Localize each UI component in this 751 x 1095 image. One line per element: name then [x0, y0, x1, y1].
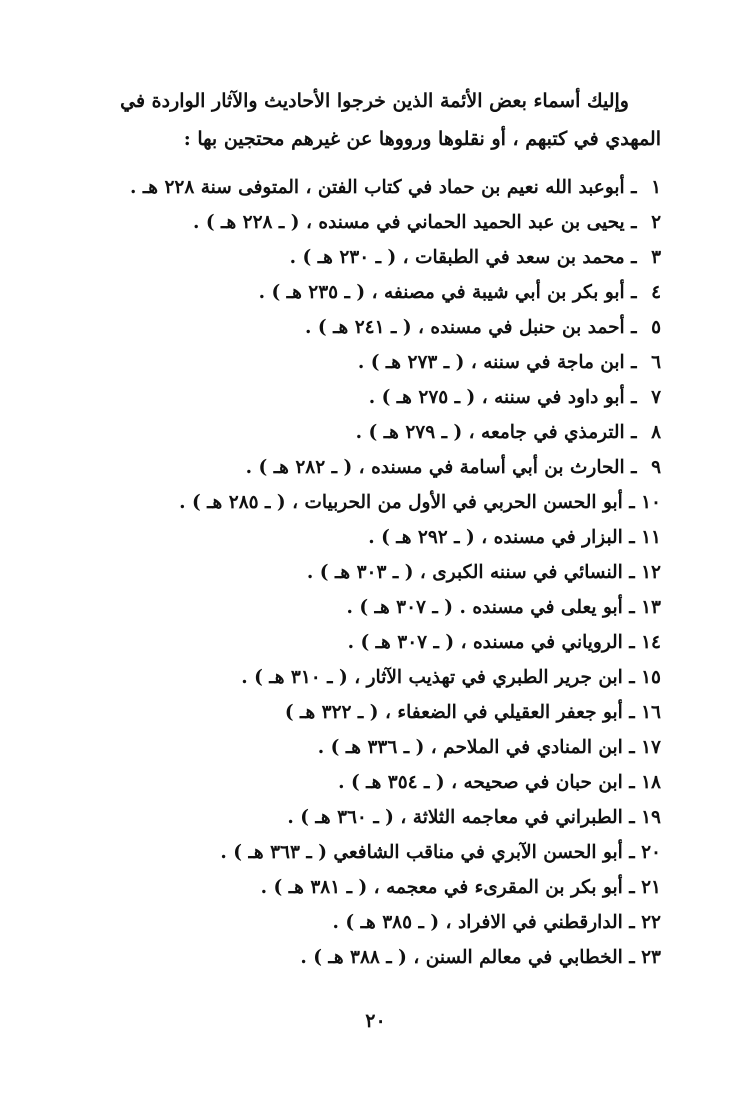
- entry-text: ـ يحيى بن عبد الحميد الحماني في مسنده ، ( ـ ٢٢٨ هـ ) .: [192, 212, 637, 233]
- entry-number: ٢٠: [641, 842, 661, 863]
- entry-text: ـ أبوعبد الله نعيم بن حماد في كتاب الفتن ، المتوفى سنة ٢٢٨ هـ .: [129, 177, 637, 198]
- entry-text: ـ أبو داود في سننه ، ( ـ ٢٧٥ هـ ) .: [368, 387, 637, 408]
- entry-number: ٢١: [641, 877, 661, 898]
- entry-text: ـ الطبراني في معاجمه الثلاثة ، ( ـ ٣٦٠ هـ ) .: [287, 807, 635, 828]
- entry-text: ـ البزار في مسنده ، ( ـ ٢٩٢ هـ ) .: [368, 527, 635, 548]
- list-item: [81, 800, 661, 835]
- list-item: [81, 485, 661, 520]
- entry-text: ـ الخطابي في معالم السنن ، ( ـ ٣٨٨ هـ ) .: [300, 947, 635, 968]
- entry-number: ١٠: [641, 492, 661, 513]
- imams-list: [81, 170, 661, 975]
- entry-text: ـ أبو بكر بن أبي شيبة في مصنفه ، ( ـ ٢٣٥ هـ ) .: [258, 282, 637, 303]
- entry-text: ـ الترمذي في جامعه ، ( ـ ٢٧٩ هـ ) .: [355, 422, 637, 443]
- entry-number: ٥: [651, 317, 661, 338]
- entry-number: ١٧: [641, 737, 661, 758]
- intro-paragraph: [91, 82, 661, 158]
- entry-number: ٣: [651, 247, 661, 268]
- list-item: [81, 450, 661, 485]
- list-item: [81, 310, 661, 345]
- entry-number: ٢٢: [641, 912, 661, 933]
- list-item: [81, 730, 661, 765]
- entry-number: ١: [651, 177, 661, 198]
- page-number: ٢٠: [365, 1010, 386, 1032]
- entry-number: ١٩: [641, 807, 661, 828]
- list-item: [81, 905, 661, 940]
- entry-number: ٧: [651, 387, 661, 408]
- entry-number: ١١: [641, 527, 661, 548]
- list-item: [81, 590, 661, 625]
- list-item: [81, 835, 661, 870]
- list-item: [81, 695, 661, 730]
- list-item: [81, 380, 661, 415]
- entry-number: ٩: [651, 457, 661, 478]
- entry-number: ١٨: [641, 772, 661, 793]
- list-item: [81, 275, 661, 310]
- entry-text: ـ أبو جعفر العقيلي في الضعفاء ، ( ـ ٣٢٢ هـ ): [284, 702, 635, 723]
- entry-number: ١٢: [641, 562, 661, 583]
- entry-text: ـ أحمد بن حنبل في مسنده ، ( ـ ٢٤١ هـ ) .: [305, 317, 637, 338]
- entry-number: ٤: [651, 282, 661, 303]
- entry-number: ١٦: [641, 702, 661, 723]
- list-item: [81, 940, 661, 975]
- entry-text: ـ الحارث بن أبي أسامة في مسنده ، ( ـ ٢٨٢ هـ ) .: [245, 457, 637, 478]
- entry-number: ١٤: [641, 632, 661, 653]
- entry-text: ـ ابن جرير الطبري في تهذيب الآثار ، ( ـ ٣١٠ هـ ) .: [241, 667, 635, 688]
- entry-text: ـ أبو الحسن الحربي في الأول من الحربيات ، ( ـ ٢٨٥ هـ ) .: [179, 492, 635, 513]
- entry-text: ـ ابن ماجة في سننه ، ( ـ ٢٧٣ هـ ) .: [357, 352, 637, 373]
- entry-text: ـ أبو يعلى في مسنده . ( ـ ٣٠٧ هـ ) .: [346, 597, 635, 618]
- entry-number: ٨: [651, 422, 661, 443]
- entry-text: ـ النسائي في سننه الكبرى ، ( ـ ٣٠٣ هـ ) .: [306, 562, 635, 583]
- entry-text: ـ ابن المنادي في الملاحم ، ( ـ ٣٣٦ هـ ) .: [317, 737, 635, 758]
- list-item: [81, 625, 661, 660]
- list-item: [81, 520, 661, 555]
- list-item: [81, 205, 661, 240]
- entry-text: ـ الروياني في مسنده ، ( ـ ٣٠٧ هـ ) .: [347, 632, 635, 653]
- list-item: [81, 555, 661, 590]
- entry-number: ١٥: [641, 667, 661, 688]
- entry-number: ٢: [651, 212, 661, 233]
- entry-text: ـ ابن حبان في صحيحه ، ( ـ ٣٥٤ هـ ) .: [338, 772, 635, 793]
- intro-line-2: المهدي في كتبهم ، أو نقلوها ورووها عن غيرهم محتجين بها :: [183, 128, 661, 150]
- list-item: [81, 765, 661, 800]
- list-item: [81, 345, 661, 380]
- list-item: [81, 870, 661, 905]
- list-item: [81, 415, 661, 450]
- entry-text: ـ الدارقطني في الافراد ، ( ـ ٣٨٥ هـ ) .: [332, 912, 635, 933]
- entry-number: ١٣: [641, 597, 661, 618]
- intro-line-1: وإليك أسماء بعض الأئمة الذين خرجوا الأحاديث والآثار الواردة في: [120, 90, 629, 112]
- entry-text: ـ أبو الحسن الآبري في مناقب الشافعي ( ـ ٣٦٣ هـ ) .: [220, 842, 635, 863]
- entry-number: ٢٣: [641, 947, 661, 968]
- list-item: [81, 660, 661, 695]
- entry-text: ـ محمد بن سعد في الطبقات ، ( ـ ٢٣٠ هـ ) .: [289, 247, 637, 268]
- entry-text: ـ أبو بكر بن المقرىء في معجمه ، ( ـ ٣٨١ هـ ) .: [260, 877, 635, 898]
- list-item: [81, 240, 661, 275]
- list-item: [81, 170, 661, 205]
- entry-number: ٦: [651, 352, 661, 373]
